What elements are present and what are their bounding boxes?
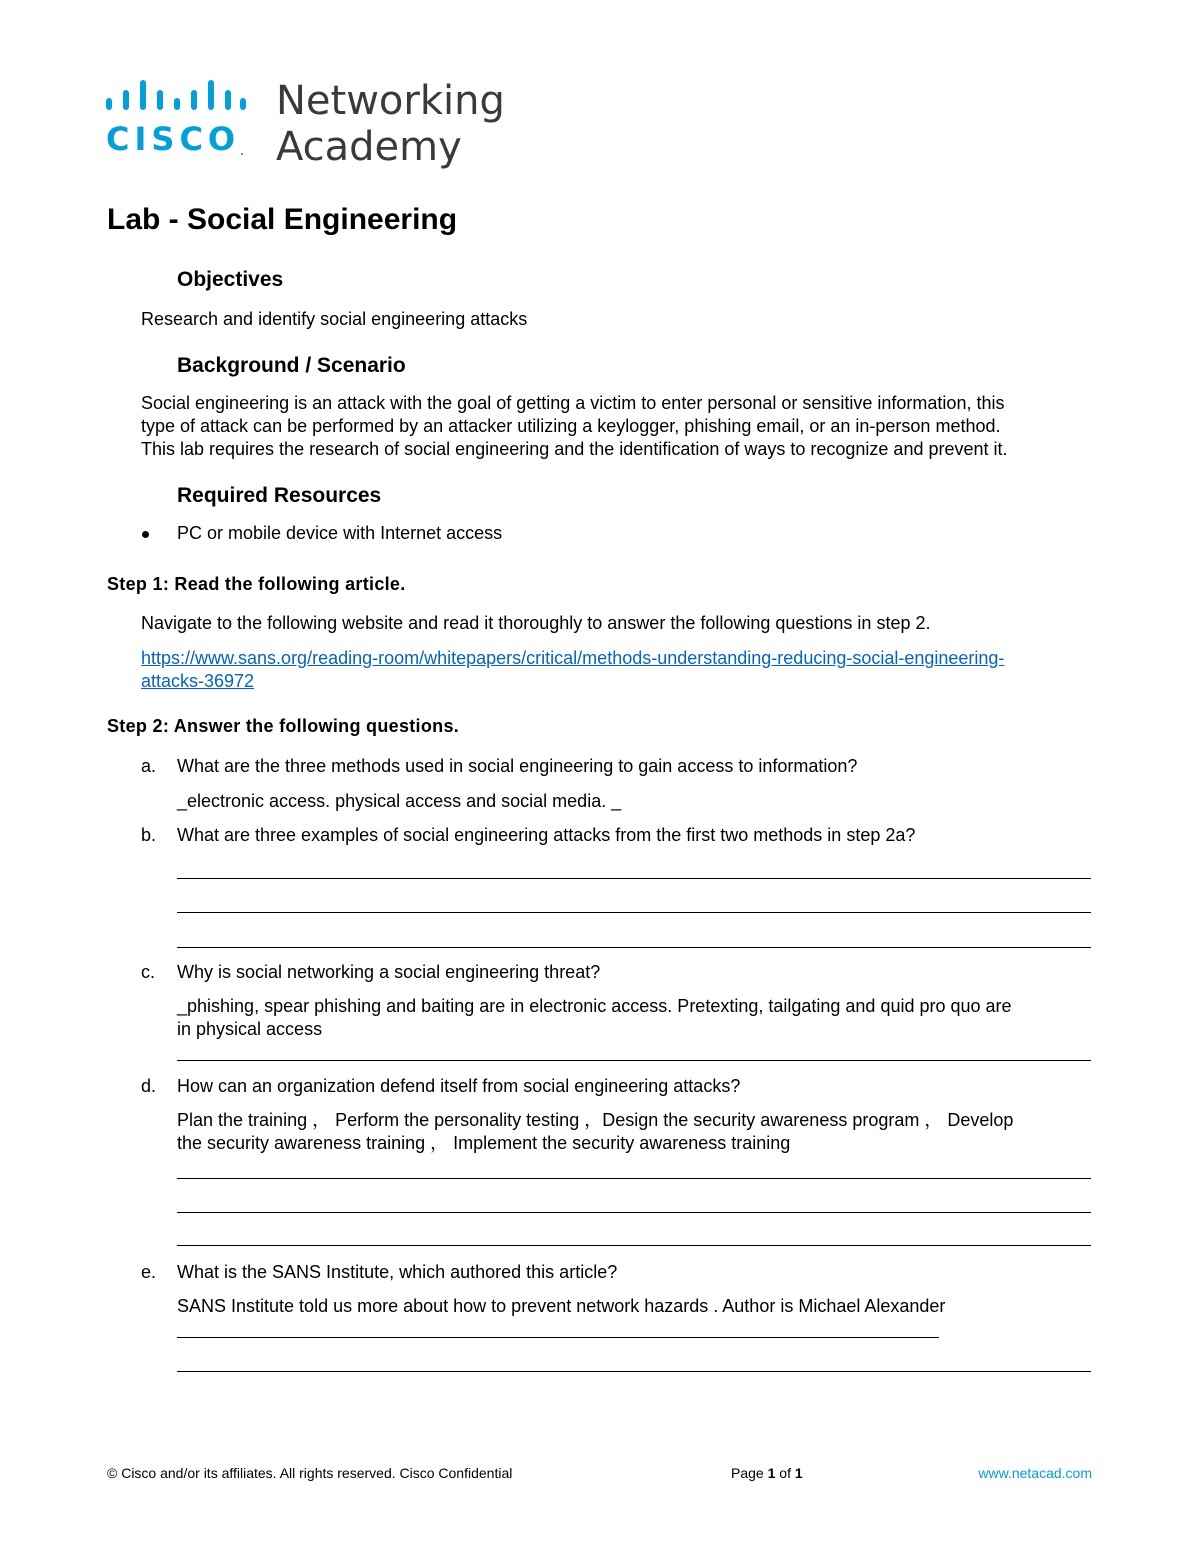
answer-line[interactable]: [177, 947, 1091, 948]
question-b-text: What are three examples of social engineering attacks from the first two methods in step 2a?: [177, 825, 916, 845]
answer-line-text: the security awareness training ， Implement the security awareness training: [177, 1133, 791, 1153]
page-prefix: Page: [731, 1465, 768, 1481]
wordmark-tm-mark: .: [240, 147, 244, 158]
article-link[interactable]: [141, 647, 1004, 693]
answer-line[interactable]: [177, 1245, 1091, 1246]
background-line: This lab requires the research of social engineering and the identification of ways to recognize and prevent it.: [141, 439, 1008, 459]
background-line: type of attack can be performed by an attacker utilizing a keylogger, phishing email, or an in-person method.: [141, 416, 1001, 436]
footer-website-link[interactable]: www.netacad.com: [978, 1465, 1092, 1481]
objectives-heading: Objectives: [177, 268, 284, 291]
step1-heading: Step 1: Read the following article.: [107, 574, 406, 594]
answer-c-text[interactable]: [177, 995, 1097, 1041]
resources-item: PC or mobile device with Internet access: [177, 523, 503, 543]
article-link-line[interactable]: https://www.sans.org/reading-room/whitepapers/critical/methods-understanding-reducing-social-engineering-: [141, 648, 1005, 668]
question-letter: e.: [141, 1262, 157, 1282]
cisco-networking-academy-logo: [106, 76, 506, 172]
question-letter: d.: [141, 1076, 157, 1096]
article-link-line[interactable]: attacks-36972: [141, 671, 255, 691]
cisco-wordmark: CISCO.: [106, 120, 244, 158]
logo-title-networking: Networking: [276, 78, 505, 124]
answer-e-text[interactable]: SANS Institute told us more about how to prevent network hazards . Author is Michael Alexander: [177, 1296, 946, 1316]
answer-line[interactable]: [177, 1371, 1091, 1372]
answer-line[interactable]: [177, 1060, 1091, 1061]
step1-text: Navigate to the following website and read it thoroughly to answer the following questions in step 2.: [141, 613, 931, 633]
background-line: Social engineering is an attack with the goal of getting a victim to enter personal or sensitive information, this: [141, 393, 1005, 413]
footer-page-number: [731, 1465, 803, 1481]
answer-a-text[interactable]: _electronic access. physical access and social media. _: [177, 791, 622, 811]
answer-line[interactable]: [177, 1178, 1091, 1179]
question-letter: a.: [141, 756, 157, 776]
answer-line[interactable]: [177, 878, 1091, 879]
answer-line-text: in physical access: [177, 1019, 323, 1039]
answer-line-text: Plan the training ， Perform the personality testing ，Design the security awareness program ， Develop: [177, 1110, 1014, 1130]
document-title: Lab - Social Engineering: [107, 203, 458, 236]
cisco-bridge-bars-icon: [106, 80, 246, 116]
question-d-text: How can an organization defend itself from social engineering attacks?: [177, 1076, 741, 1096]
background-heading: Background / Scenario: [177, 354, 406, 377]
question-e-text: What is the SANS Institute, which authored this article?: [177, 1262, 618, 1282]
question-a-text: What are the three methods used in social engineering to gain access to information?: [177, 756, 858, 776]
page-of: of: [775, 1465, 795, 1481]
step2-heading: Step 2: Answer the following questions.: [107, 716, 460, 736]
answer-line-text: _phishing, spear phishing and baiting are in electronic access. Pretexting, tailgating and quid pro quo are: [177, 996, 1012, 1016]
question-letter: b.: [141, 825, 157, 845]
question-c-text: Why is social networking a social engineering threat?: [177, 962, 601, 982]
objectives-text: Research and identify social engineering attacks: [141, 309, 528, 329]
footer-copyright: © Cisco and/or its affiliates. All rights reserved. Cisco Confidential: [107, 1465, 513, 1481]
page-current: 1: [767, 1465, 776, 1481]
answer-line[interactable]: [177, 912, 1091, 913]
answer-line[interactable]: [177, 1212, 1091, 1213]
question-letter: c.: [141, 962, 156, 982]
background-paragraph: [141, 392, 1101, 461]
bullet-icon: [142, 531, 149, 538]
answer-d-text[interactable]: [177, 1109, 1097, 1155]
resources-heading: Required Resources: [177, 484, 382, 507]
logo-title-academy: Academy: [276, 124, 462, 170]
page-total: 1: [794, 1465, 803, 1481]
answer-line[interactable]: [177, 1337, 939, 1338]
